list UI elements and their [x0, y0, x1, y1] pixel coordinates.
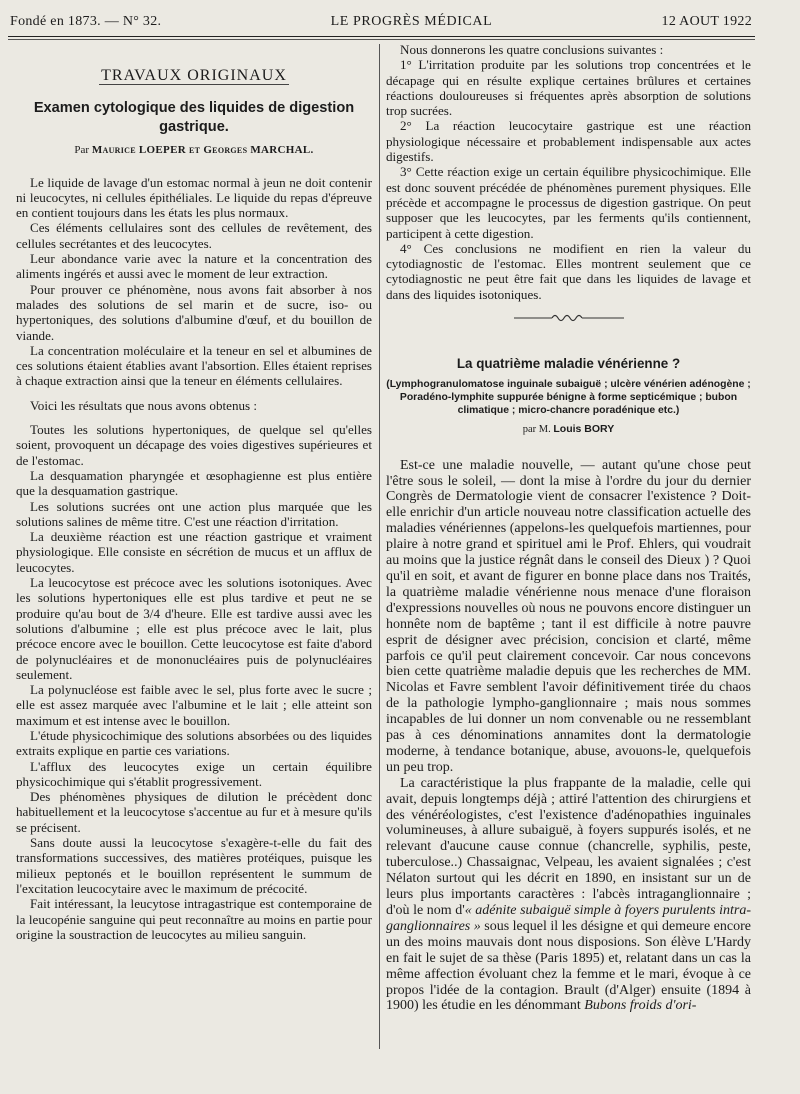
paragraph: Est-ce une maladie nouvelle, — autant qu'une chose peut l'être sous le soleil, — dont la mise à l'ordre du jour du dernier Congrès de Dermatologie vient de consacrer l'existence ? Doit-elle enrichir d'un article nouveau notre classification actuelle des maladies vénériennes (appelons-les quelquefois martiennes, pour plaire à notre grand et spirituel ami le Prof. Ehlers, qui voudrait au moins que la justice régnât dans le conseil des Dieux ) ? Quoi qu'il en soit, et avant de figurer en bonne place dans nos Traités, la quatrième maladie vénérienne nous menace d'une floraison d'expressions nouvelles où nous ne pouvons encore distinguer un honnête nom de baptême ; tant il est difficile à notre pauvre esprit de désigner avec précision, concision et clarté, même parfois ce qu'il peut clairement concevoir. Car nous concevons bien cette quatrième maladie depuis que les recherches de MM. Nicolas et Favre semblent l'avoir définitivement tirée du chaos de la pathologie lympho-ganglionnaire ; mais nous sommes incapables de lui donner un nom convenable ou ne ressemblant pas à ces dénominations annamites dont la dermatologie moderne, à tendance botanique, abuse, avouons-le, quelquefois un peu trop. [386, 457, 751, 775]
conclusion-item: 2° La réaction leucocytaire gastrique est une réaction physiologique nécessaire et probablement indispensable aux actes digestifs. [386, 118, 751, 165]
article1-byline [16, 143, 372, 158]
header-date: 12 AOUT 1922 [661, 14, 752, 29]
right-column [386, 42, 751, 1014]
conclusion-item: 1° L'irritation produite par les solutions trop concentrées et le décapage qui en résulte explique certaines brûlures et certaines réactions douloureuses si fréquentes après absorption de solutions trop sucrées. [386, 57, 751, 119]
left-column [16, 42, 372, 942]
paragraph: La concentration moléculaire et la teneur en sel et albumines de ces solutions étaient établies avant l'absortion. Elles étaient reprises à chaque extraction ainsi que la teneur en éléments cellulaires. [16, 342, 372, 389]
article1-title: Examen cytologique des liquides de digestion gastrique. [33, 100, 355, 136]
ornament-divider [386, 312, 751, 326]
italic-term: Bubons froids d'ori- [584, 998, 697, 1014]
header-founded: Fondé en 1873. — N° 32. [10, 14, 162, 29]
conclusion-item: 3° Cette réaction exige un certain équilibre physicochimique. Elle est donc souvent précédée de phénomènes purement physiques. Elle précède et accompagne le processus de digestion gastrique. On peut supposer que les leucocytes, par les ferments qu'ils contiennent, participent à cette digestion. [386, 164, 751, 241]
paragraph: Pour prouver ce phénomène, nous avons fait absorber à nos malades des solutions de sel marin et de sucre, iso- ou hypertoniques, des solutions d'albumine d'œuf, et du bouillon de viande. [16, 281, 372, 343]
paragraph: La desquamation pharyngée et œsophagienne est plus entière que la desquamation gastrique. [16, 467, 372, 499]
column-divider [379, 44, 380, 1049]
conclusion-item: 4° Ces conclusions ne modifient en rien la valeur du cytodiagnostic de l'estomac. Elles montrent seulement que ce cytodiagnostic ne peut être fait que dans les liquides de lavage et dans des liquides isotoniques. [386, 240, 751, 302]
header-journal-title: LE PROGRÈS MÉDICAL [330, 14, 493, 29]
paragraph: Voici les résultats que nous avons obtenus : [30, 397, 258, 413]
byline-prefix: par M. [522, 424, 551, 436]
paragraph: La polynucléose est faible avec le sel, plus forte avec le sucre ; elle est assez marquée avec l'albumine et le lait ; elle atteint son maximum et est intense avec le bouillon. [16, 682, 372, 728]
page-header [10, 14, 752, 36]
header-rule [8, 36, 755, 40]
paragraph: Ces éléments cellulaires sont des cellules de revêtement, des cellules secrétantes et des leucocytes. [16, 220, 372, 251]
flourish-icon [514, 312, 624, 324]
byline-author: Louis BORY [553, 423, 615, 436]
paragraph: L'étude physicochimique des solutions absorbées ou des liquides extraits explique en partie ces variations. [16, 727, 372, 759]
paragraph: Sans doute aussi la leucocytose s'exagère-t-elle du fait des transformations successives, des matières protéiques, puisque les milieux peptonés et le bouillon représentent le summum de l'excitation leucocytaire avec le maximum de précocité. [16, 835, 372, 896]
byline-authors: Maurice LOEPER et Georges MARCHAL. [91, 144, 314, 157]
paragraph: L'afflux des leucocytes exige un certain équilibre physicochimique qui s'établit progressivement. [16, 758, 372, 789]
italic-quote: « adénite subaiguë simple à foyers purulents intra-ganglionnaires » [386, 903, 751, 934]
paragraph: La deuxième réaction est une réaction gastrique et vraiment physiologique. Elle consiste en sécrétion de mucus et un afflux de leucocytes. [16, 529, 372, 575]
paragraph: Fait intéressant, la leucytose intragastrique est contemporaine de la leucopénie sanguine qui peut reconnaître au moins en partie pour origine la soustraction de leucocytes au milieu sanguin. [16, 896, 372, 942]
article2-title: La quatrième maladie vénérienne ? [456, 356, 681, 372]
paragraph: Toutes les solutions hypertoniques, de quelque sel qu'elles soient, provoquent un décapage des voies digestives supérieures et de l'estomac. [16, 422, 372, 468]
paragraph: Leur abondance varie avec la nature et la concentration des aliments ingérés et aussi avec le moment de leur extraction. [16, 251, 372, 282]
paragraph: La caractéristique la plus frappante de la maladie, celle qui avait, depuis longtemps déjà ; attiré l'attention des chirurgiens et des vénéréologistes, c'est l'existence d'adénopathies inguinales volumineuses, à allure subaiguë, à foyers suppurés isolés, et ne relevant d'aucune cause connue (chancrelle, syphilis, peste, tuberculose..) Chassaignac, Velpeau, les avaient signalées ; c'est Nélaton surtout qui les décrit en 1890, en insistant sur un de leurs plus importants caractères : l'abcès intraganglionnaire ; d'où le nom d'« adénite subaiguë simple à foyers purulents intra-ganglionnaires » sous lequel il les désigne et qui demeure encore un des moins mauvais dont nous disposions. Son élève L'Hardy en fait le sujet de sa thèse (Paris 1895) et, relatant dans un cas la même affection évoluant chez la femme et le mari, évoque à ce propos l'idée de la contagion. Brault (d'Alger) ensuite (1894 à 1900) les étudie en les dénommant Bubons froids d'ori- [386, 775, 751, 1014]
section-title: TRAVAUX ORIGINAUX [101, 67, 287, 84]
article2-body [386, 458, 751, 1015]
conclusions-intro: Nous donnerons les quatre conclusions suivantes : [400, 42, 664, 57]
article2-byline [386, 422, 751, 437]
paragraph: Des phénomènes physiques de dilution le précèdent donc habituellement et la leucocytose s'accentue au fur et à mesure qu'ils se précisent. [16, 789, 372, 835]
paragraph: La leucocytose est précoce avec les solutions isotoniques. Avec les solutions hypertoniques elle est plus tardive et peut ne se produire qu'au bout de 3/4 d'heure. Elle est tardive aussi avec les solutions d'albumine ; elle est plus précoce avec le lait, plus précoce encore avec le bouillon. Cette leucocytose est faite d'abord de polynucléaires et de mononucléaires puis de polynucléaires seulement. [16, 575, 372, 682]
paragraph: Le liquide de lavage d'un estomac normal à jeun ne doit contenir ni leucocytes, ni cellules épithéliales. Le liquide du repas d'épreuve en contient toujours dans les états les plus normaux. [16, 174, 372, 221]
paragraph: Les solutions sucrées ont une action plus marquée que les solutions salines de même titre. C'est une réaction d'irritation. [16, 498, 372, 529]
byline-prefix: Par [74, 144, 90, 157]
article2-subtitle: (Lymphogranulomatose inguinale subaiguë ; ulcère vénérien adénogène ; Poradéno-lymphite suppurée bénigne à forme septicémique ; bubon climatique ; micro-chancre poradénique etc.) [386, 379, 751, 417]
